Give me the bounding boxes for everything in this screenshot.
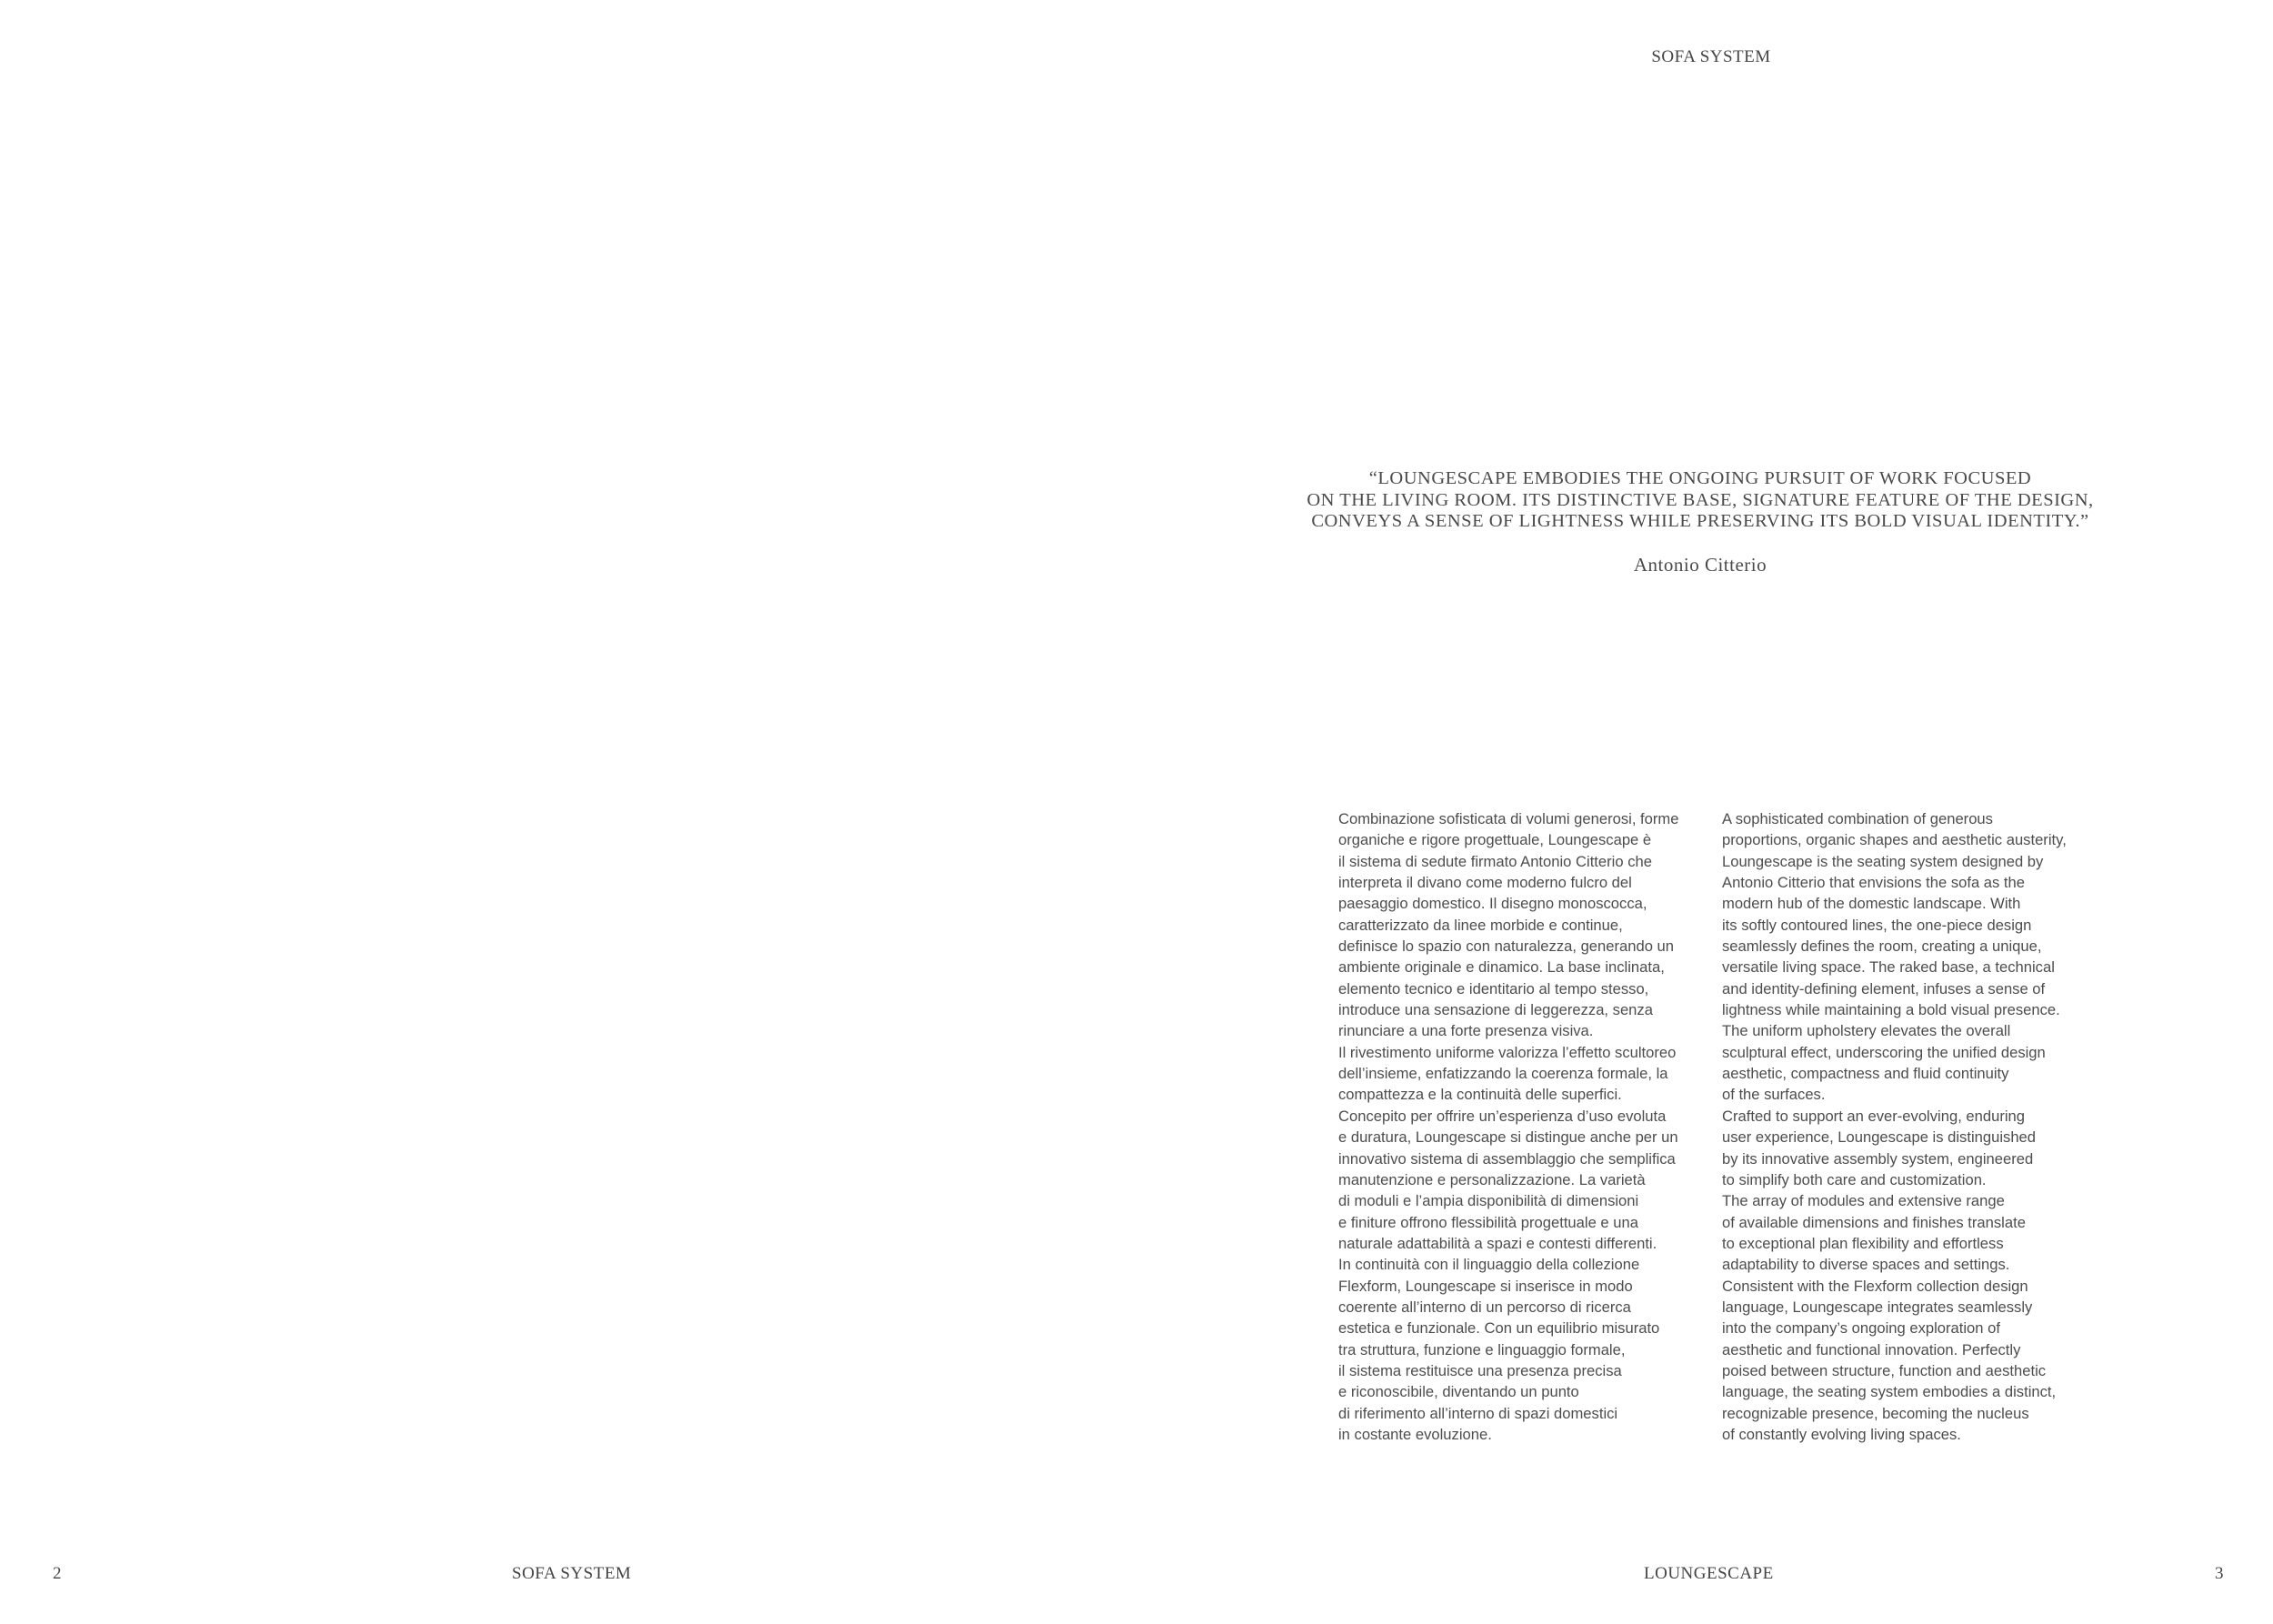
text-line: to simplify both care and customization.	[1722, 1170, 1987, 1188]
running-footer-left: SOFA SYSTEM	[512, 1564, 632, 1583]
text-line: Antonio Citterio that envisions the sofa as the	[1722, 874, 2025, 892]
text-line: modern hub of the domestic landscape. With	[1722, 895, 2021, 913]
text-line: In continuità con il linguaggio della collezione	[1338, 1256, 1640, 1274]
body-text-italian	[1338, 808, 1711, 1445]
text-line: rinunciare a una forte presenza visiva.	[1338, 1022, 1594, 1040]
pull-quote	[1305, 468, 2096, 576]
text-line: il sistema restituisce una presenza precisa	[1338, 1361, 1622, 1379]
quote-line: ON THE LIVING ROOM. ITS DISTINCTIVE BASE, SIGNATURE FEATURE OF THE DESIGN,	[1307, 489, 2094, 510]
text-line: its softly contoured lines, the one-piece design	[1722, 916, 2032, 934]
quote-line: “LOUNGESCAPE EMBODIES THE ONGOING PURSUIT OF WORK FOCUSED	[1368, 468, 2032, 488]
text-line: elemento tecnico e identitario al tempo stesso,	[1338, 979, 1649, 997]
text-line: language, Loungescape integrates seamlessly	[1722, 1298, 2033, 1316]
text-line: aesthetic, compactness and fluid continuity	[1722, 1065, 2009, 1083]
text-line: organiche e rigore progettuale, Loungescape è	[1338, 831, 1652, 849]
text-line: Flexform, Loungescape si inserisce in modo	[1338, 1277, 1633, 1295]
body-text-english	[1722, 808, 2095, 1445]
text-line: in costante evoluzione.	[1338, 1425, 1492, 1443]
text-line: Loungescape is the seating system designed by	[1722, 852, 2044, 870]
text-line: into the company’s ongoing exploration of	[1722, 1319, 2000, 1338]
running-header-right: SOFA SYSTEM	[1651, 47, 1771, 66]
text-line: A sophisticated combination of generous	[1722, 810, 1993, 827]
text-line: recognizable presence, becoming the nucleus	[1722, 1404, 2029, 1422]
text-line: lightness while maintaining a bold visual presence.	[1722, 1001, 2060, 1019]
text-line: naturale adattabilità a spazi e contesti differenti.	[1338, 1234, 1657, 1252]
text-line: proportions, organic shapes and aesthetic austerity,	[1722, 831, 2067, 849]
quote-author: Antonio Citterio	[1633, 553, 1767, 576]
text-line: The array of modules and extensive range	[1722, 1192, 2005, 1210]
text-line: introduce una sensazione di leggerezza, senza	[1338, 1001, 1653, 1019]
text-line: language, the seating system embodies a distinct,	[1722, 1383, 2057, 1401]
text-line: di riferimento all’interno di spazi domestici	[1338, 1404, 1618, 1422]
text-line: coerente all’interno di un percorso di ricerca	[1338, 1298, 1631, 1316]
text-line: versatile living space. The raked base, a technical	[1722, 958, 2055, 977]
text-line: seamlessly defines the room, creating a unique,	[1722, 937, 2042, 956]
text-line: of available dimensions and finishes translate	[1722, 1213, 2026, 1231]
text-line: Il rivestimento uniforme valorizza l’effetto scultoreo	[1338, 1043, 1677, 1061]
text-line: dell’insieme, enfatizzando la coerenza formale, la	[1338, 1065, 1668, 1083]
text-line: definisce lo spazio con naturalezza, generando un	[1338, 937, 1675, 956]
text-line: poised between structure, function and aesthetic	[1722, 1361, 2047, 1379]
text-line: Consistent with the Flexform collection design	[1722, 1277, 2028, 1295]
text-line: innovativo sistema di assemblaggio che semplifica	[1338, 1149, 1676, 1168]
text-line: Combinazione sofisticata di volumi generosi, forme	[1338, 810, 1679, 827]
text-line: tra struttura, funzione e linguaggio formale,	[1338, 1340, 1626, 1358]
text-line: di moduli e l’ampia disponibilità di dimensioni	[1338, 1192, 1639, 1210]
text-line: e duratura, Loungescape si distingue anche per un	[1338, 1128, 1678, 1147]
text-line: ambiente originale e dinamico. La base inclinata,	[1338, 958, 1665, 977]
text-line: interpreta il divano come moderno fulcro del	[1338, 874, 1632, 892]
text-line: to exceptional plan flexibility and effortless	[1722, 1234, 2004, 1252]
text-line: aesthetic and functional innovation. Perfectly	[1722, 1340, 2021, 1358]
text-line: estetica e funzionale. Con un equilibrio misurato	[1338, 1319, 1660, 1338]
text-line: paesaggio domestico. Il disegno monoscocca,	[1338, 895, 1647, 913]
text-line: compattezza e la continuità delle superfici.	[1338, 1086, 1622, 1104]
text-line: sculptural effect, underscoring the unified design	[1722, 1043, 2046, 1061]
quote-line: CONVEYS A SENSE OF LIGHTNESS WHILE PRESERVING ITS BOLD VISUAL IDENTITY.”	[1311, 511, 2089, 531]
text-line: e riconoscibile, diventando un punto	[1338, 1383, 1579, 1401]
text-line: and identity-defining element, infuses a sense of	[1722, 979, 2046, 997]
text-line: il sistema di sedute firmato Antonio Citterio che	[1338, 852, 1652, 870]
text-line: e finiture offrono flessibilità progettuale e una	[1338, 1213, 1638, 1231]
text-line: of the surfaces.	[1722, 1086, 1826, 1104]
running-footer-right: LOUNGESCAPE	[1644, 1564, 1774, 1583]
text-line: adaptability to diverse spaces and settings.	[1722, 1256, 2010, 1274]
text-line: Crafted to support an ever-evolving, enduring	[1722, 1107, 2025, 1125]
text-line: The uniform upholstery elevates the overall	[1722, 1022, 2011, 1040]
page-number-left: 2	[53, 1564, 62, 1583]
text-line: by its innovative assembly system, engineered	[1722, 1149, 2034, 1168]
text-line: of constantly evolving living spaces.	[1722, 1425, 1961, 1443]
text-line: Concepito per offrire un’esperienza d’uso evoluta	[1338, 1107, 1667, 1125]
text-line: user experience, Loungescape is distinguished	[1722, 1128, 2037, 1147]
text-line: caratterizzato da linee morbide e continue,	[1338, 916, 1623, 934]
page-number-right: 3	[2215, 1564, 2224, 1583]
text-line: manutenzione e personalizzazione. La varietà	[1338, 1170, 1646, 1188]
